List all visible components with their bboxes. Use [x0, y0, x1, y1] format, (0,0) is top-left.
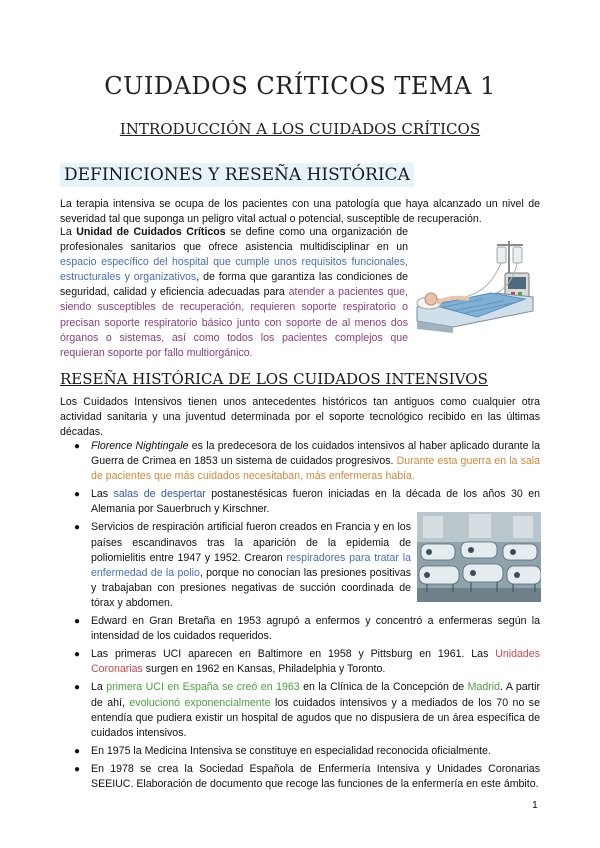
highlight-salas: salas de despertar	[113, 488, 206, 501]
highlight-patients: atender a pacientes que, siendo susceptibles de recuperación, requieren soporte respiratorio o precisan soporte respiratorio básico junto con soporte de al menos dos órganos o sistemas, así como todos los pacientes complejos que requieran soporte por fallo multiorgánico.	[60, 286, 408, 359]
list-item: ● Edward en Gran Bretaña en 1953 agrupó a enfermos y concentró a enfermeras según la intensidad de los cuidados requeridos.	[74, 615, 540, 643]
iron-lung-ward-photo	[417, 512, 541, 602]
page-subtitle: INTRODUCCIÓN A LOS CUIDADOS CRÍTICOS	[119, 120, 481, 138]
highlight-madrid: Madrid	[467, 681, 501, 694]
section-heading-historia: RESEÑA HISTÓRICA DE LOS CUIDADOS INTENSIVOS	[60, 370, 488, 388]
list-item: ● Las primeras UCI aparecen en Baltimore en 1958 y Pittsburg en 1961. Las Unidades Coronarias surgen en 1962 en Kansas, Philadelphia y Toronto.	[74, 648, 540, 676]
bullet-icon: ●	[74, 489, 81, 501]
highlight-evolucion: evolucionó exponencialmente	[129, 696, 271, 709]
highlight-coronarias: Unidades Coronarias	[91, 648, 540, 676]
bullet-icon: ●	[74, 682, 81, 694]
list-item: ● Las salas de despertar postanestésicas fueron iniciadas en la década de los años 30 en Alemania por Sauerbruch y Kirschner.	[74, 488, 540, 516]
bullet-icon: ●	[74, 745, 81, 757]
page-title: CUIDADOS CRÍTICOS TEMA 1	[104, 72, 496, 100]
highlight-respiradores: respiradores para tratar la enfermedad de la polio	[91, 551, 411, 579]
bullet-icon: ●	[74, 649, 81, 661]
bullet-icon: ●	[74, 522, 81, 534]
uci-definition-paragraph: La Unidad de Cuidados Críticos se define como una organización de profesionales sanitarios que ofrece asistencia multidisciplinar en un espacio específico del hospital que cumple unos requisitos funcionales, estructurales y organizativos, de forma que garantiza las condiciones de seguridad, calidad y eficiencia adecuadas para atender a pacientes que, siendo susceptibles de recuperación, requieren soporte respiratorio o precisan soporte respiratorio básico junto con soporte de al menos dos órganos o sistemas, así como todos los pacientes complejos que requieran soporte por fallo multiorgánico.	[60, 226, 408, 359]
highlight-primera-uci: primera UCI en España se creó en 1963	[106, 681, 300, 694]
list-item: ● La primera UCI en España se creó en 1963 en la Clínica de la Concepción de Madrid. A partir de ahí, evolucionó exponencialmente los cuidados intensivos y a mediados de los 70 no se entendía que pudiera existir un hospital de agudos que no dispusiera de un área específica de cuidados intensivos.	[74, 681, 540, 739]
intro-paragraph: La terapia intensiva se ocupa de los pacientes con una patología que haya alcanzado un nivel de severidad tal que suponga un peligro vital actual o potencial, susceptible de recuperación.	[60, 198, 540, 226]
icu-patient-illustration	[413, 237, 541, 334]
history-paragraph: Los Cuidados Intensivos tienen unos antecedentes históricos tan antiguos como cualquier otra actividad sanitaria y una juventud determinada por el soporte tecnológico recibido en las últimas décadas.	[60, 396, 540, 439]
list-item: ● En 1975 la Medicina Intensiva se constituye en especialidad reconocida oficialmente.	[60, 744, 540, 759]
list-item: ● En 1978 se crea la Sociedad Española de Enfermería Intensiva y Unidades Coronarias SEEIUC. Elaboración de documento que recoge las funciones de la enfermería en este ámbito.	[74, 762, 540, 790]
highlight-space: espacio específico del hospital que cumple unos requisitos funcionales, estructurales y organizativos	[60, 256, 408, 284]
bullet-icon: ●	[74, 441, 81, 452]
highlight-crimea: Durante esta guerra en la sala de pacientes que más cuidados necesitaban, más enfermeras había.	[91, 455, 540, 483]
bullet-icon: ●	[74, 763, 81, 775]
uci-term: Unidad de Cuidados Críticos	[76, 226, 226, 238]
list-item: ● Florence Nightingale es la predecesora de los cuidados intensivos al haber aplicado durante la Guerra de Crimea en 1853 un sistema de cuidados progresivos. Durante esta guerra en la sala de pacientes que más cuidados necesitaban, más enfermeras había.	[74, 440, 540, 483]
section-heading-definiciones: DEFINICIONES Y RESEÑA HISTÓRICA	[60, 163, 414, 187]
bullet-icon: ●	[74, 616, 81, 628]
history-bullet-list	[60, 439, 540, 795]
list-item: ● Servicios de respiración artificial fueron creados en Francia y en los países escandinavos tras la aparición de la epidemia de poliomielitis entre 1947 y 1952. Crearon respiradores para tratar la enfermedad de la polio, porque no conocían las presiones positivas y trabajaban con presiones negativas de succión coordinada de tórax y abdomen.	[74, 521, 412, 609]
page-number: 1	[532, 799, 538, 811]
